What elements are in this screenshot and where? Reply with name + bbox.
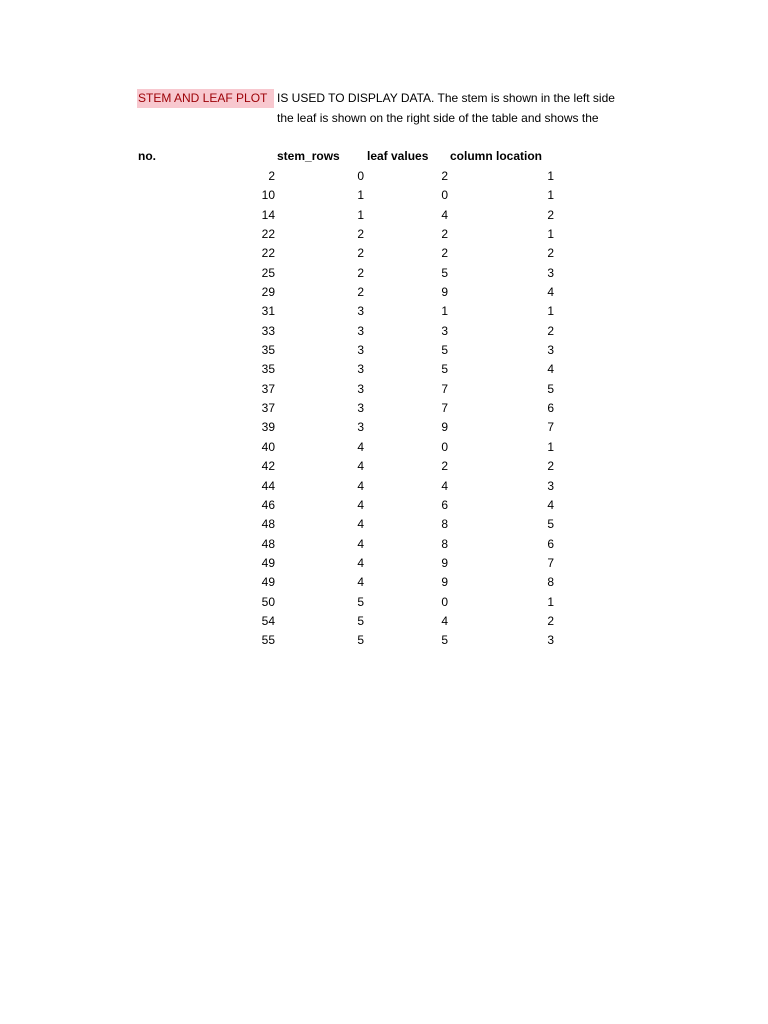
table-row [0,360,768,379]
table-row [0,438,768,457]
cell-no[interactable]: 48 [261,517,275,532]
cell-stem[interactable]: 5 [357,613,364,628]
cell-stem[interactable]: 4 [357,536,364,551]
cell-no[interactable]: 33 [261,323,275,338]
table-row [0,206,768,225]
cell-leaf[interactable]: 5 [441,265,448,280]
cell-column-location[interactable]: 1 [547,439,554,454]
cell-no[interactable]: 14 [261,207,275,222]
cell-leaf[interactable]: 8 [441,536,448,551]
cell-leaf[interactable]: 4 [441,478,448,493]
cell-leaf[interactable]: 4 [441,207,448,222]
cell-column-location[interactable]: 3 [547,265,554,280]
table-row [0,283,768,302]
cell-leaf[interactable]: 9 [441,575,448,590]
cell-no[interactable]: 25 [261,265,275,280]
cell-stem[interactable]: 4 [357,439,364,454]
cell-column-location[interactable]: 5 [547,381,554,396]
cell-stem[interactable]: 4 [357,555,364,570]
cell-stem[interactable]: 2 [357,265,364,280]
table-row [0,244,768,263]
cell-column-location[interactable]: 1 [547,594,554,609]
cell-column-location[interactable]: 6 [547,536,554,551]
table-row [0,341,768,360]
cell-leaf[interactable]: 8 [441,517,448,532]
cell-no[interactable]: 10 [261,188,275,203]
cell-leaf[interactable]: 3 [441,323,448,338]
cell-no[interactable]: 40 [261,439,275,454]
cell-leaf[interactable]: 5 [441,633,448,648]
title-cell[interactable]: STEM AND LEAF PLOT [137,89,274,108]
cell-no[interactable]: 2 [268,169,275,183]
cell-stem[interactable]: 2 [357,227,364,242]
cell-column-location[interactable]: 1 [547,304,554,319]
cell-column-location[interactable]: 5 [547,517,554,532]
cell-no[interactable]: 35 [261,362,275,377]
cell-stem[interactable]: 3 [357,420,364,435]
cell-column-location[interactable]: 1 [547,227,554,242]
cell-column-location[interactable]: 3 [547,343,554,358]
cell-stem[interactable]: 4 [357,517,364,532]
table-row [0,380,768,399]
table-row [0,322,768,341]
cell-column-location[interactable]: 2 [547,207,554,222]
cell-leaf[interactable]: 2 [441,227,448,242]
cell-stem[interactable]: 3 [357,401,364,416]
header-no[interactable]: no. [138,149,156,163]
cell-leaf[interactable]: 0 [441,594,448,609]
cell-no[interactable]: 29 [261,285,275,300]
table-row [0,535,768,554]
table-row [0,418,768,437]
cell-column-location[interactable]: 2 [547,613,554,628]
cell-no[interactable]: 22 [261,227,275,242]
cell-stem[interactable]: 4 [357,575,364,590]
cell-no[interactable]: 49 [261,575,275,590]
cell-stem[interactable]: 2 [357,246,364,261]
cell-column-location[interactable]: 8 [547,575,554,590]
cell-leaf[interactable]: 5 [441,362,448,377]
cell-stem[interactable]: 4 [357,478,364,493]
cell-column-location[interactable]: 6 [547,401,554,416]
cell-stem[interactable]: 3 [357,381,364,396]
table-row [0,302,768,321]
cell-leaf[interactable]: 6 [441,497,448,512]
cell-leaf[interactable]: 0 [441,439,448,454]
cell-stem[interactable]: 0 [357,169,364,183]
cell-column-location[interactable]: 7 [547,420,554,435]
table-row [0,167,768,186]
cell-stem[interactable]: 1 [357,207,364,222]
cell-no[interactable]: 46 [261,497,275,512]
cell-column-location[interactable]: 3 [547,478,554,493]
cell-no[interactable]: 55 [261,633,275,648]
table-row [0,457,768,476]
table-row [0,225,768,244]
cell-column-location[interactable]: 1 [547,188,554,203]
description-line-2[interactable]: the leaf is shown on the right side of the table and shows the [277,110,599,125]
cell-leaf[interactable]: 4 [441,613,448,628]
cell-column-location[interactable]: 1 [547,169,554,183]
cell-leaf[interactable]: 5 [441,343,448,358]
cell-no[interactable]: 42 [261,459,275,474]
table-row [0,477,768,496]
header-column-location[interactable]: column location [450,149,543,163]
table-row [0,399,768,418]
cell-column-location[interactable]: 3 [547,633,554,648]
cell-leaf[interactable]: 2 [441,459,448,474]
cell-stem[interactable]: 4 [357,459,364,474]
cell-column-location[interactable]: 4 [547,285,554,300]
cell-no[interactable]: 37 [261,381,275,396]
cell-no[interactable]: 22 [261,246,275,261]
table-row [0,264,768,283]
cell-column-location[interactable]: 2 [547,459,554,474]
header-stem-rows[interactable]: stem_rows [277,149,340,163]
cell-no[interactable]: 35 [261,343,275,358]
table-row [0,496,768,515]
cell-leaf[interactable]: 7 [441,401,448,416]
cell-leaf[interactable]: 9 [441,555,448,570]
cell-stem[interactable]: 3 [357,343,364,358]
cell-leaf[interactable]: 7 [441,381,448,396]
cell-no[interactable]: 50 [261,594,275,609]
cell-column-location[interactable]: 2 [547,246,554,261]
cell-leaf[interactable]: 0 [441,188,448,203]
table-row [0,573,768,592]
cell-no[interactable]: 39 [261,420,275,435]
description [277,89,615,128]
table-row [0,554,768,573]
data-table [0,167,768,651]
cell-stem[interactable]: 3 [357,304,364,319]
cell-stem[interactable]: 5 [357,633,364,648]
cell-stem[interactable]: 3 [357,362,364,377]
cell-stem[interactable]: 2 [357,285,364,300]
cell-stem[interactable]: 1 [357,188,364,203]
cell-no[interactable]: 48 [261,536,275,551]
cell-leaf[interactable]: 2 [441,246,448,261]
cell-leaf[interactable]: 2 [441,169,448,183]
table-row [0,515,768,534]
cell-stem[interactable]: 5 [357,594,364,609]
table-row [0,612,768,631]
cell-leaf[interactable]: 9 [441,420,448,435]
cell-leaf[interactable]: 1 [441,304,448,319]
cell-no[interactable]: 31 [261,304,275,319]
cell-stem[interactable]: 4 [357,497,364,512]
cell-column-location[interactable]: 4 [547,362,554,377]
cell-no[interactable]: 44 [261,478,275,493]
table-row [0,631,768,650]
cell-column-location[interactable]: 4 [547,497,554,512]
cell-no[interactable]: 37 [261,401,275,416]
cell-column-location[interactable]: 7 [547,555,554,570]
cell-stem[interactable]: 3 [357,323,364,338]
header-leaf-values[interactable]: leaf values [367,149,429,163]
cell-no[interactable]: 54 [261,613,275,628]
table-row [0,186,768,205]
table-row [0,593,768,612]
description-line-1[interactable]: IS USED TO DISPLAY DATA. The stem is shown in the left side [277,91,615,105]
cell-no[interactable]: 49 [261,555,275,570]
cell-column-location[interactable]: 2 [547,323,554,338]
cell-leaf[interactable]: 9 [441,285,448,300]
